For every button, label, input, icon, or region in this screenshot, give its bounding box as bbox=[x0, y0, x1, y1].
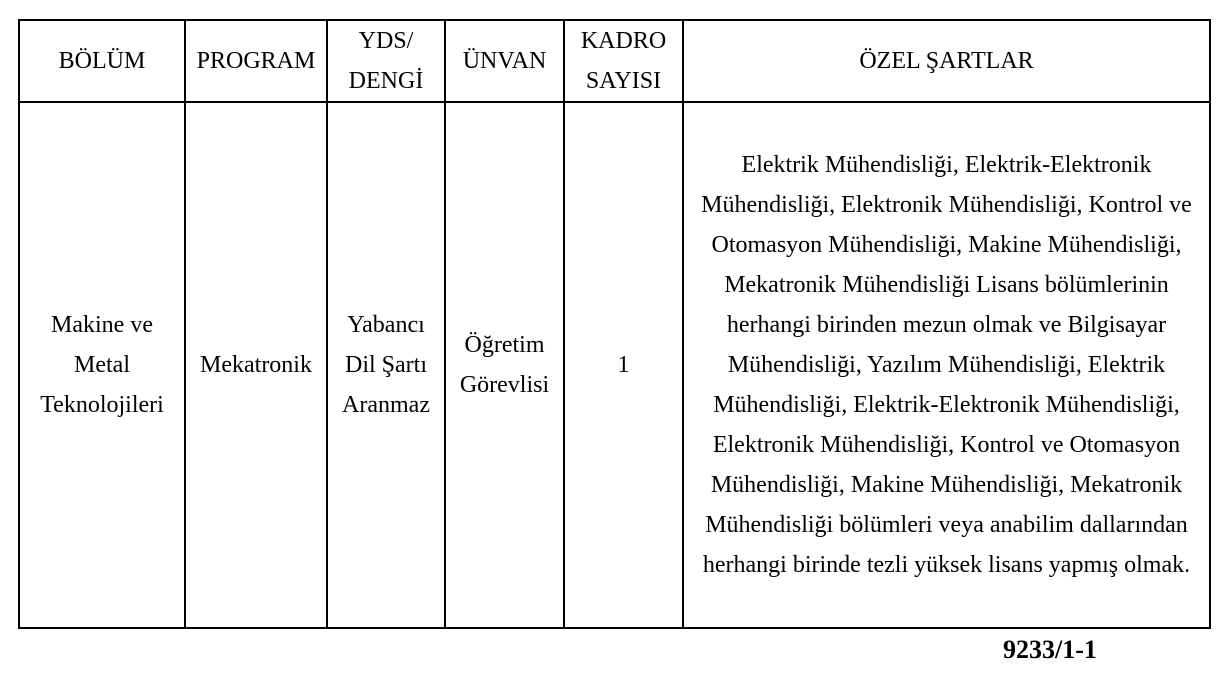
cell-program: Mekatronik bbox=[185, 102, 327, 628]
header-kadro-line-2: SAYISI bbox=[585, 68, 662, 94]
header-yds-line-1: YDS/ bbox=[358, 28, 414, 54]
cell-kadro-sayisi: 1 bbox=[564, 102, 683, 628]
header-bolum: BÖLÜM bbox=[19, 20, 185, 102]
cell-bolum-line-3: Teknolojileri bbox=[40, 392, 164, 418]
reference-code: 9233/1-1 bbox=[1003, 635, 1097, 664]
header-kadro bbox=[564, 20, 683, 102]
cell-yds-line-2: Dil Şartı bbox=[345, 352, 427, 378]
header-unvan: ÜNVAN bbox=[445, 20, 564, 102]
cell-yds-line-3: Aranmaz bbox=[342, 392, 430, 418]
header-kadro-line-1: KADRO bbox=[580, 28, 667, 54]
cell-bolum-line-2: Metal bbox=[74, 352, 130, 378]
cell-bolum bbox=[19, 102, 185, 628]
header-yds-line-2: DENGİ bbox=[348, 68, 424, 94]
header-program: PROGRAM bbox=[185, 20, 327, 102]
table-row bbox=[19, 102, 1210, 628]
cell-unvan-line-2: Görevlisi bbox=[459, 372, 550, 398]
cell-yds bbox=[327, 102, 445, 628]
table-header bbox=[19, 20, 1210, 102]
cell-bolum-line-1: Makine ve bbox=[51, 312, 153, 338]
cell-unvan bbox=[445, 102, 564, 628]
job-posting-table bbox=[18, 19, 1211, 629]
cell-yds-line-1: Yabancı bbox=[347, 312, 425, 338]
cell-ozel-sartlar: Elektrik Mühendisliği, Elektrik-Elektronik Mühendisliği, Elektronik Mühendisliği, Kontrol ve Otomasyon Mühendisliği, Makine Mühendisliği, Mekatronik Mühendisliği Lisans bölümlerinin herhangi birinden mezun olmak ve Bilgisayar Mühendisliği, Yazılım Mühendisliği, Elektrik Mühendisliği, Elektrik-Elektronik Mühendisliği, Elektronik Mühendisliği, Kontrol ve Otomasyon Mühendisliği, Makine Mühendisliği, Mekatronik Mühendisliği bölümleri veya anabilim dallarından herhangi birinde tezli yüksek lisans yapmış olmak. bbox=[683, 102, 1210, 628]
table-body bbox=[19, 102, 1210, 628]
header-yds bbox=[327, 20, 445, 102]
cell-unvan-line-1: Öğretim bbox=[464, 332, 545, 358]
header-row bbox=[19, 20, 1210, 102]
header-ozel-sartlar: ÖZEL ŞARTLAR bbox=[683, 20, 1210, 102]
